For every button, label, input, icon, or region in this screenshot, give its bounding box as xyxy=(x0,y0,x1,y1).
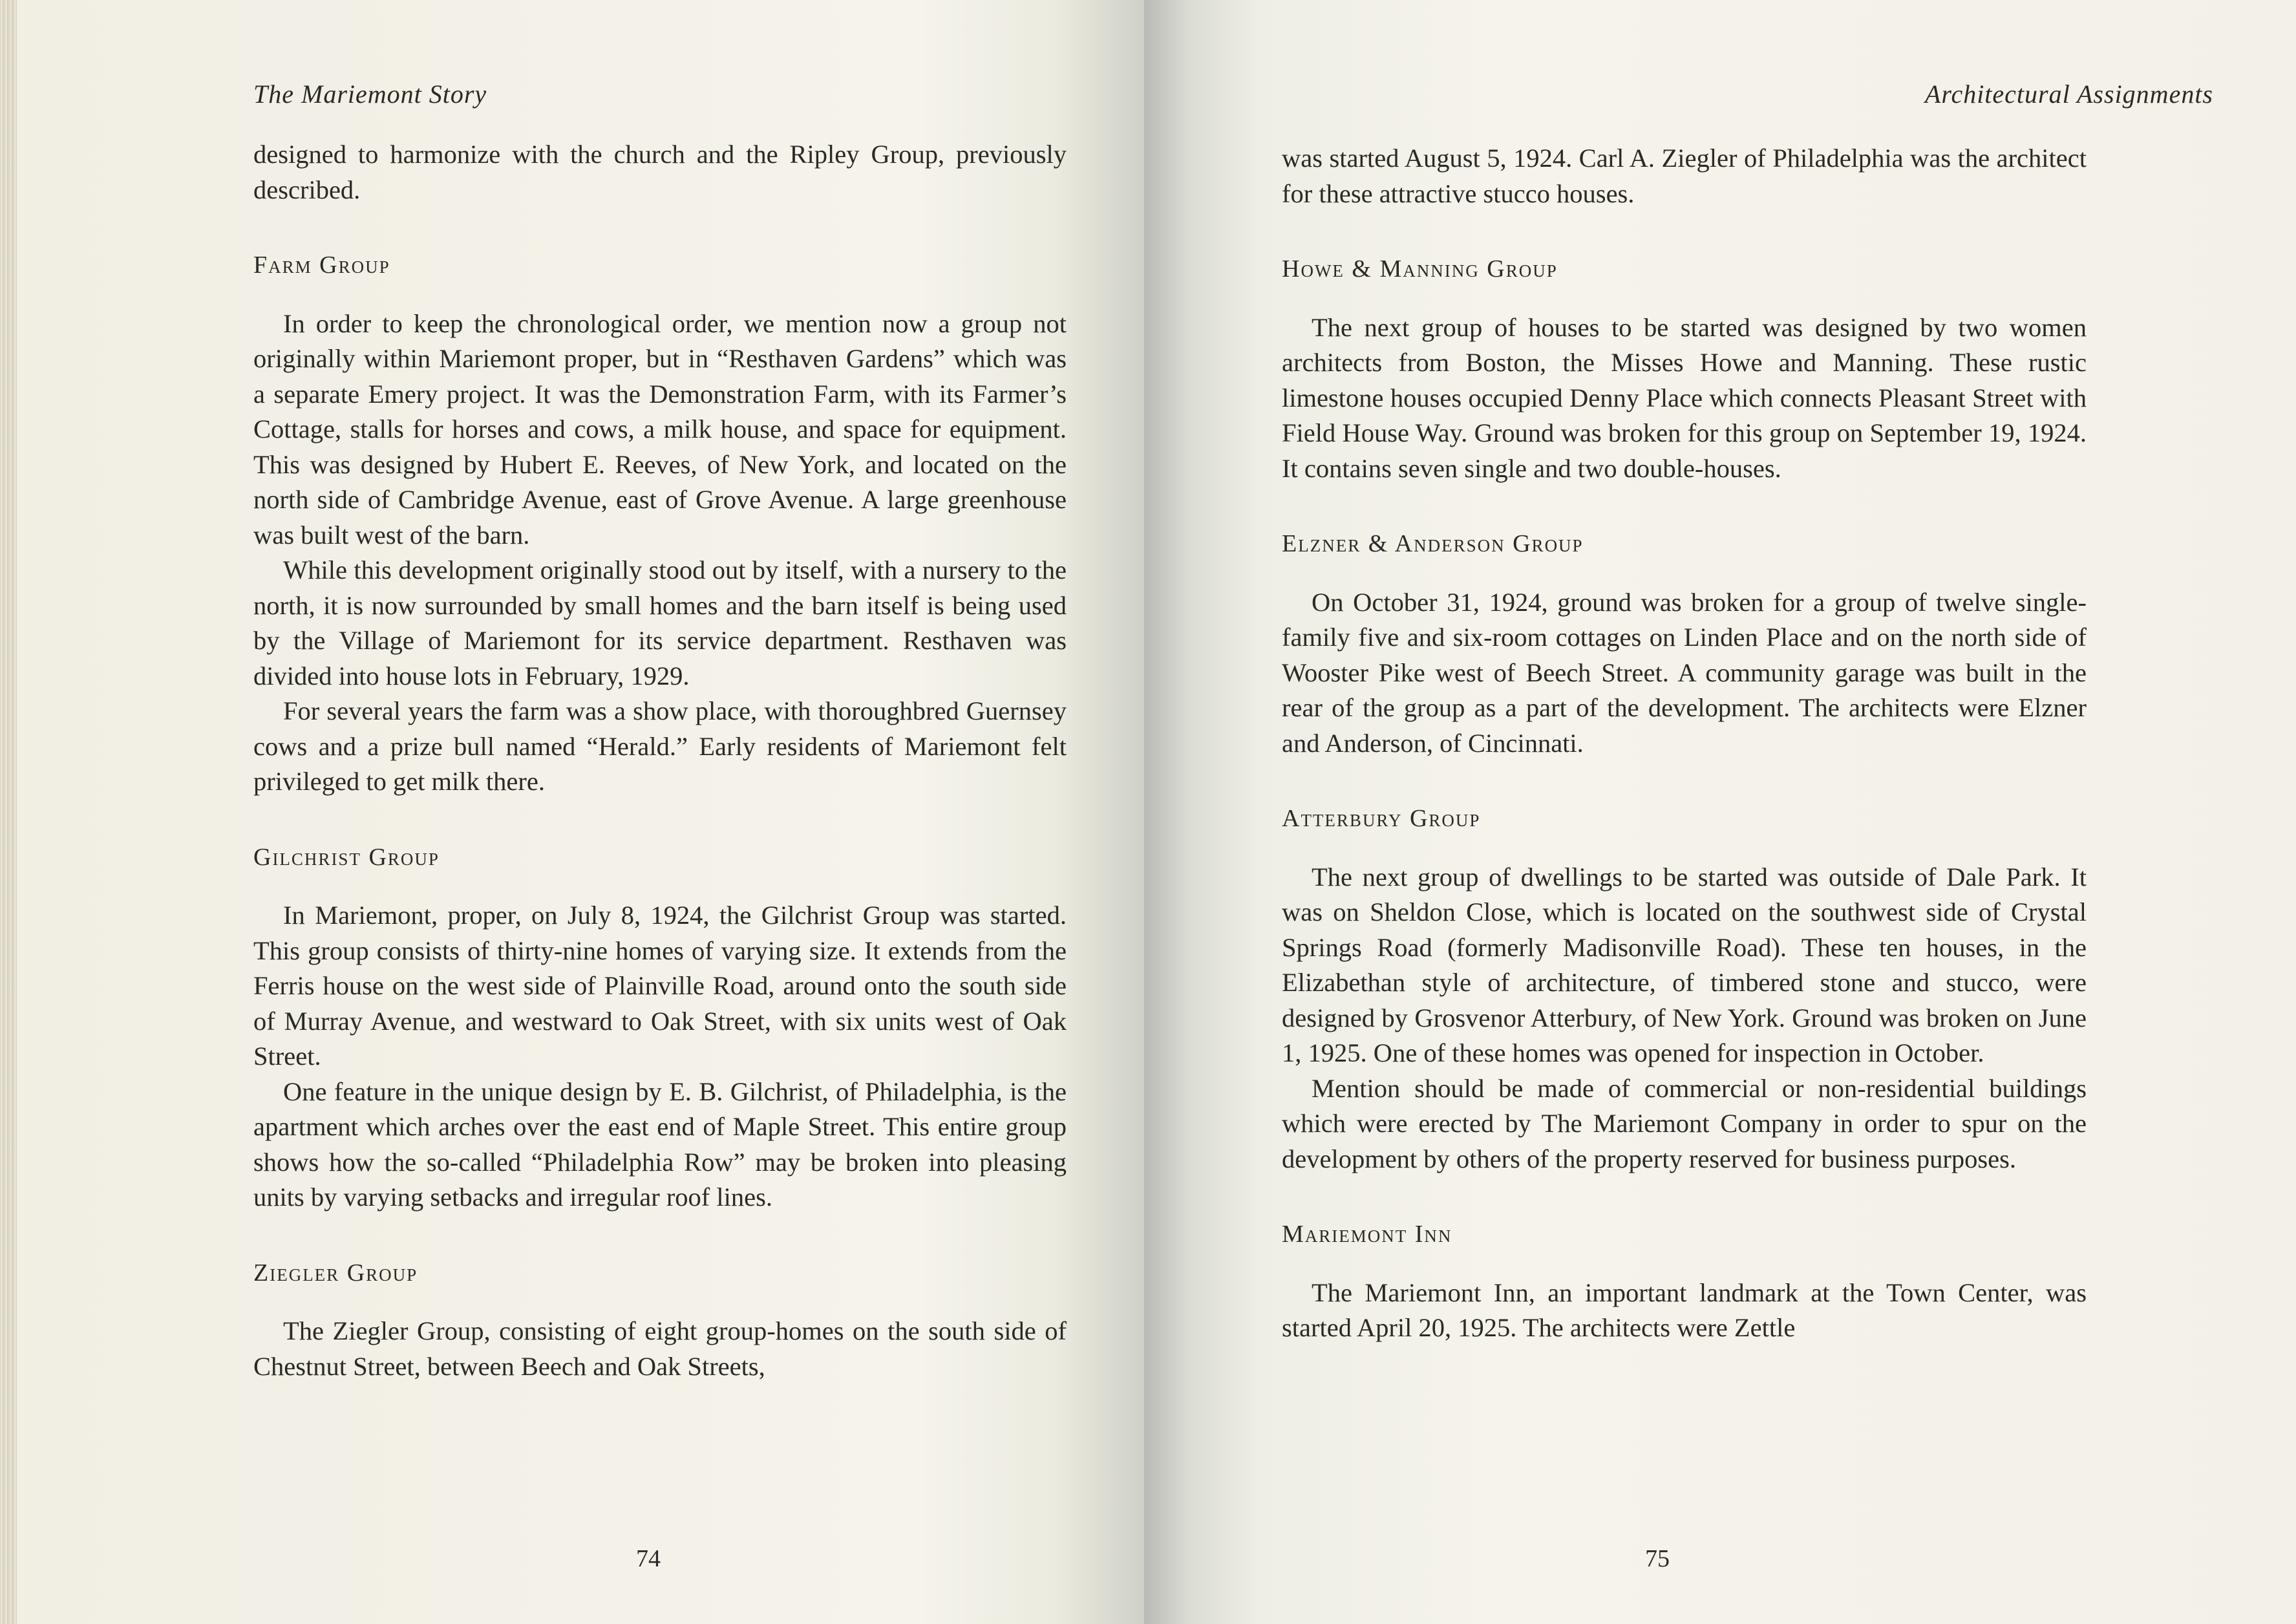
paragraph: While this development originally stood out by itself, with a nursery to the north, it is now surrounded by small homes and the barn itself is being used by the Village of Mariemont for its service department. Resthaven was divided into house lots in February, 1929. xyxy=(253,555,1067,690)
paragraph: The Mariemont Inn, an important landmark at the Town Center, was started April 20, 1925. The architects were Zettle xyxy=(1282,1277,2087,1342)
paragraph: One feature in the unique design by E. B. Gilchrist, of Philadelphia, is the apartment which arches over the east end of Maple Street. This entire group shows how the so-called “Philadelphia Row” may be broken into pleasing units by varying setbacks and irregular roof lines. xyxy=(253,1076,1067,1212)
section-heading: Atterbury Group xyxy=(1282,805,1481,832)
paragraph: The Ziegler Group, consisting of eight group-homes on the south side of Chestnut Street, between Beech and Oak Streets, xyxy=(253,1316,1067,1381)
page-number: 75 xyxy=(1645,1545,1670,1572)
paragraph: In order to keep the chronological order, we mention now a group not originally within Mariemont proper, but in “Resthaven Gardens” which was a separate Emery project. It was the Demonstration Farm, with its Farmer’s Cottage, stalls for horses and cows, a milk house, and space for equipment. This was designed by Hubert E. Reeves, of New York, and located on the north side of Cambridge Avenue, east of Grove Avenue. A large greenhouse was built west of the barn. xyxy=(253,308,1067,550)
paragraph: The next group of houses to be started was designed by two women architects from Boston, the Misses Howe and Manning. These rustic limestone houses occupied Denny Place which connects Pleasant Street with Field House Way. Ground was broken for this group on September 19, 1924. It contains seven single and two double-houses. xyxy=(1282,312,2087,483)
section-heading: Gilchrist Group xyxy=(253,843,440,871)
text-block xyxy=(1282,141,2087,1346)
section-heading: Ziegler Group xyxy=(253,1259,418,1287)
running-head: The Mariemont Story xyxy=(253,80,487,109)
paragraph: On October 31, 1924, ground was broken for a group of twelve single-family five and six-room cottages on Linden Place and on the north side of Wooster Pike west of Beech Street. A community garage was built in the rear of the group as a part of the development. The architects were Elzner and Anderson, of Cincinnati. xyxy=(1282,587,2087,758)
section-heading: Farm Group xyxy=(253,251,390,279)
left-page xyxy=(17,0,1144,1624)
paragraph: was started August 5, 1924. Carl A. Ziegler of Philadelphia was the architect for these attractive stucco houses. xyxy=(1282,144,2087,208)
text-block xyxy=(253,137,1067,1384)
section-heading: Mariemont Inn xyxy=(1282,1221,1452,1248)
paragraph: designed to harmonize with the church and the Ripley Group, previously described. xyxy=(253,140,1067,204)
section-heading: Howe & Manning Group xyxy=(1282,255,1558,283)
page-number: 74 xyxy=(636,1545,661,1572)
paragraph: For several years the farm was a show place, with thoroughbred Guernsey cows and a prize bull named “Herald.” Early residents of Mariemont felt privileged to get milk there. xyxy=(253,696,1067,796)
right-page xyxy=(1144,0,2296,1624)
running-head: Architectural Assignments xyxy=(1924,80,2213,109)
section-heading: Elzner & Anderson Group xyxy=(1282,530,1584,557)
page-edge xyxy=(0,0,17,1624)
paragraph: Mention should be made of commercial or non-residential buildings which were erected by The Mariemont Company in order to spur on the development by others of the property reserved for business purposes. xyxy=(1282,1073,2087,1173)
paragraph: In Mariemont, proper, on July 8, 1924, the Gilchrist Group was started. This group consists of thirty-nine homes of varying size. It extends from the Ferris house on the west side of Plainville Road, around onto the south side of Murray Avenue, and westward to Oak Street, with six units west of Oak Street. xyxy=(253,901,1067,1071)
paragraph: The next group of dwellings to be started was outside of Dale Park. It was on Sheldon Close, which is located on the southwest side of Crystal Springs Road (formerly Madisonville Road). These ten houses, in the Elizabethan style of architecture, of timbered stone and stucco, were designed by Grosvenor Atterbury, of New York. Ground was broken on June 1, 1925. One of these homes was opened for inspection in October. xyxy=(1282,862,2087,1067)
